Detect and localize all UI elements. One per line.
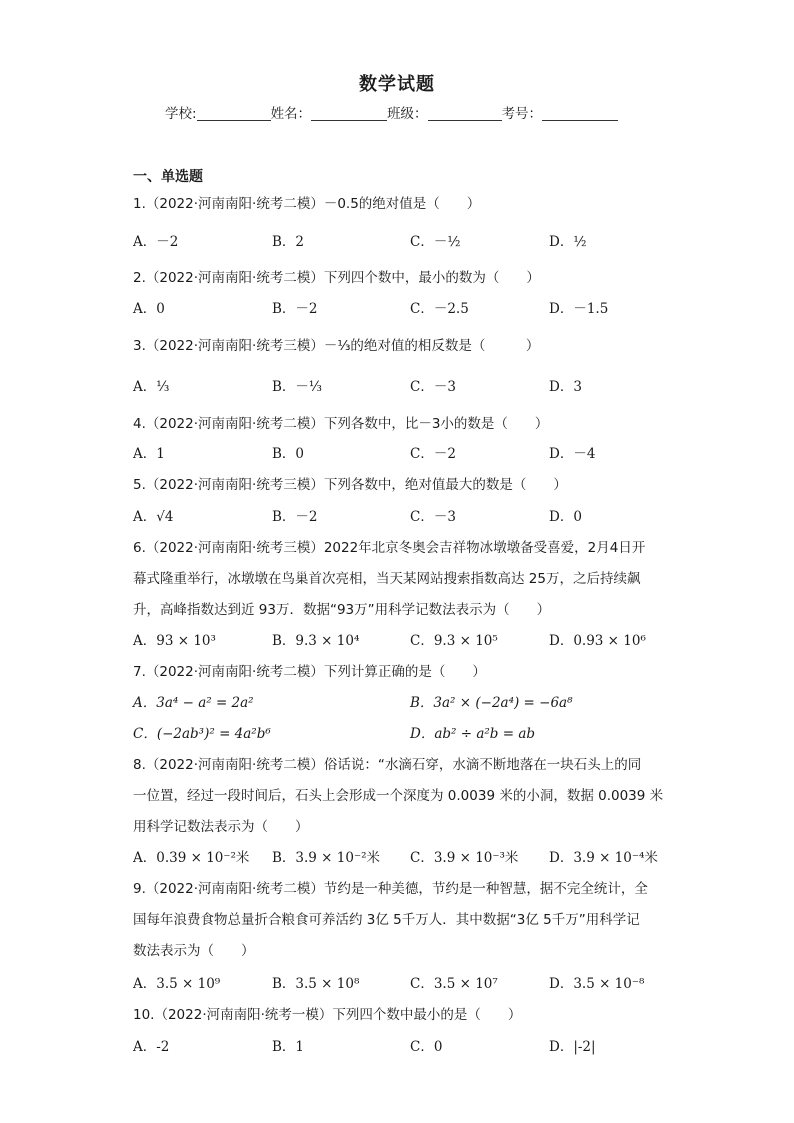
- question-3-stem: 3.（2022·河南南阳·统考三模）－⅓的绝对值的相反数是（ ）: [133, 338, 540, 354]
- number-label: 考号：: [501, 106, 543, 122]
- question-2-option-b[interactable]: B．－2: [272, 301, 318, 317]
- question-4-stem: 4.（2022·河南南阳·统考二模）下列各数中，比－3小的数是（ ）: [133, 416, 549, 432]
- question-10-option-a[interactable]: A．-2: [133, 1039, 170, 1055]
- question-6-stem-line-1: 6.（2022·河南南阳·统考三模）2022年北京冬奥会吉祥物冰墩墩备受喜爱，2月4日开: [133, 540, 646, 556]
- question-5-option-b[interactable]: B．－2: [272, 509, 318, 525]
- question-2-option-c[interactable]: C．－2.5: [410, 301, 469, 317]
- question-7-option-d[interactable]: D．ab² ÷ a²b = ab: [410, 726, 536, 742]
- question-9-stem-line-3: 数法表示为（ ）: [133, 943, 255, 959]
- question-6-option-b[interactable]: B．9.3 × 10⁴: [272, 633, 360, 649]
- question-4-option-d[interactable]: D．－4: [549, 446, 596, 462]
- question-6-option-d[interactable]: D．0.93 × 10⁶: [549, 633, 646, 649]
- question-7-option-b[interactable]: B．3a² × (−2a⁴) = −6a⁸: [410, 695, 573, 711]
- question-3-option-b[interactable]: B．－⅓: [272, 379, 323, 395]
- question-8-option-d[interactable]: D．3.9 × 10⁻⁴米: [549, 850, 658, 866]
- question-1-option-a[interactable]: A．－2: [133, 234, 179, 250]
- class-label: 班级：: [387, 106, 428, 122]
- question-7-option-a[interactable]: A．3a⁴ − a² = 2a²: [133, 695, 254, 711]
- question-1-option-c[interactable]: C．－½: [410, 234, 461, 250]
- question-8-option-b[interactable]: B．3.9 × 10⁻²米: [272, 850, 380, 866]
- question-6-stem-line-2: 幕式隆重举行，冰墩墩在鸟巢首次亮相，当天某网站搜索指数高达 25万，之后持续飙: [133, 571, 641, 587]
- question-2-stem: 2.（2022·河南南阳·统考二模）下列四个数中，最小的数为（ ）: [133, 270, 540, 286]
- question-8-stem-line-3: 用科学记数法表示为（ ）: [133, 819, 309, 835]
- question-8-stem-line-2: 一位置，经过一段时间后，石头上会形成一个深度为 0.0039 米的小洞，数据 0.0039 米: [133, 788, 664, 804]
- question-3-option-c[interactable]: C．－3: [410, 379, 456, 395]
- question-6-option-c[interactable]: C．9.3 × 10⁵: [410, 633, 498, 649]
- question-5-stem: 5.（2022·河南南阳·统考三模）下列各数中，绝对值最大的数是（ ）: [133, 477, 567, 493]
- question-6-option-a[interactable]: A．93 × 10³: [133, 633, 216, 649]
- question-9-stem-line-2: 国每年浪费食物总量折合粮食可养活约 3亿 5千万人．其中数据“3亿 5千万”用科学记: [133, 912, 640, 928]
- question-2-option-d[interactable]: D．－1.5: [549, 301, 609, 317]
- question-9-stem-line-1: 9.（2022·河南南阳·统考二模）节约是一种美德，节约是一种智慧，据不完全统计，全: [133, 881, 648, 897]
- question-5-option-d[interactable]: D．0: [549, 509, 582, 525]
- question-9-option-a[interactable]: A．3.5 × 10⁹: [133, 976, 221, 992]
- question-4-option-c[interactable]: C．－2: [410, 446, 456, 462]
- question-1-option-d[interactable]: D．½: [549, 234, 587, 250]
- class-blank[interactable]: [428, 106, 502, 121]
- question-4-option-a[interactable]: A．1: [133, 446, 165, 462]
- name-blank[interactable]: [311, 106, 387, 121]
- question-3-option-a[interactable]: A．⅓: [133, 379, 170, 395]
- question-10-option-b[interactable]: B．1: [272, 1039, 305, 1055]
- question-5-option-a[interactable]: A．√4: [133, 509, 174, 525]
- section-title: 一、单选题: [133, 169, 203, 185]
- school-blank[interactable]: [197, 106, 271, 121]
- question-10-option-c[interactable]: C．0: [410, 1039, 443, 1055]
- question-1-stem: 1.（2022·河南南阳·统考二模）－0.5的绝对值是（ ）: [133, 196, 481, 212]
- question-9-option-d[interactable]: D．3.5 × 10⁻⁸: [549, 976, 645, 992]
- question-9-option-b[interactable]: B．3.5 × 10⁸: [272, 976, 360, 992]
- question-10-stem: 10.（2022·河南南阳·统考一模）下列四个数中最小的是（ ）: [133, 1007, 522, 1023]
- question-5-option-c[interactable]: C．－3: [410, 509, 456, 525]
- question-10-option-d[interactable]: D．|-2|: [549, 1039, 596, 1055]
- question-4-option-b[interactable]: B．0: [272, 446, 305, 462]
- number-blank[interactable]: [542, 106, 618, 121]
- question-8-option-c[interactable]: C．3.9 × 10⁻³米: [410, 850, 519, 866]
- question-9-option-c[interactable]: C．3.5 × 10⁷: [410, 976, 498, 992]
- student-info-row: [165, 102, 618, 122]
- question-8-stem-line-1: 8.（2022·河南南阳·统考二模）俗话说：“水滴石穿，水滴不断地落在一块石头上的同: [133, 757, 642, 773]
- question-2-option-a[interactable]: A．0: [133, 301, 165, 317]
- page-title: 数学试题: [359, 74, 435, 95]
- question-7-option-c[interactable]: C．(−2ab³)² = 4a²b⁶: [133, 726, 271, 742]
- question-3-option-d[interactable]: D．3: [549, 379, 582, 395]
- question-7-stem: 7.（2022·河南南阳·统考二模）下列计算正确的是（ ）: [133, 664, 486, 680]
- question-8-option-a[interactable]: A．0.39 × 10⁻²米: [133, 850, 250, 866]
- question-1-option-b[interactable]: B．2: [272, 234, 305, 250]
- question-6-stem-line-3: 升，高峰指数达到近 93万．数据“93万”用科学记数法表示为（ ）: [133, 602, 551, 618]
- school-label: 学校:: [165, 106, 197, 122]
- name-label: 姓名：: [270, 106, 312, 122]
